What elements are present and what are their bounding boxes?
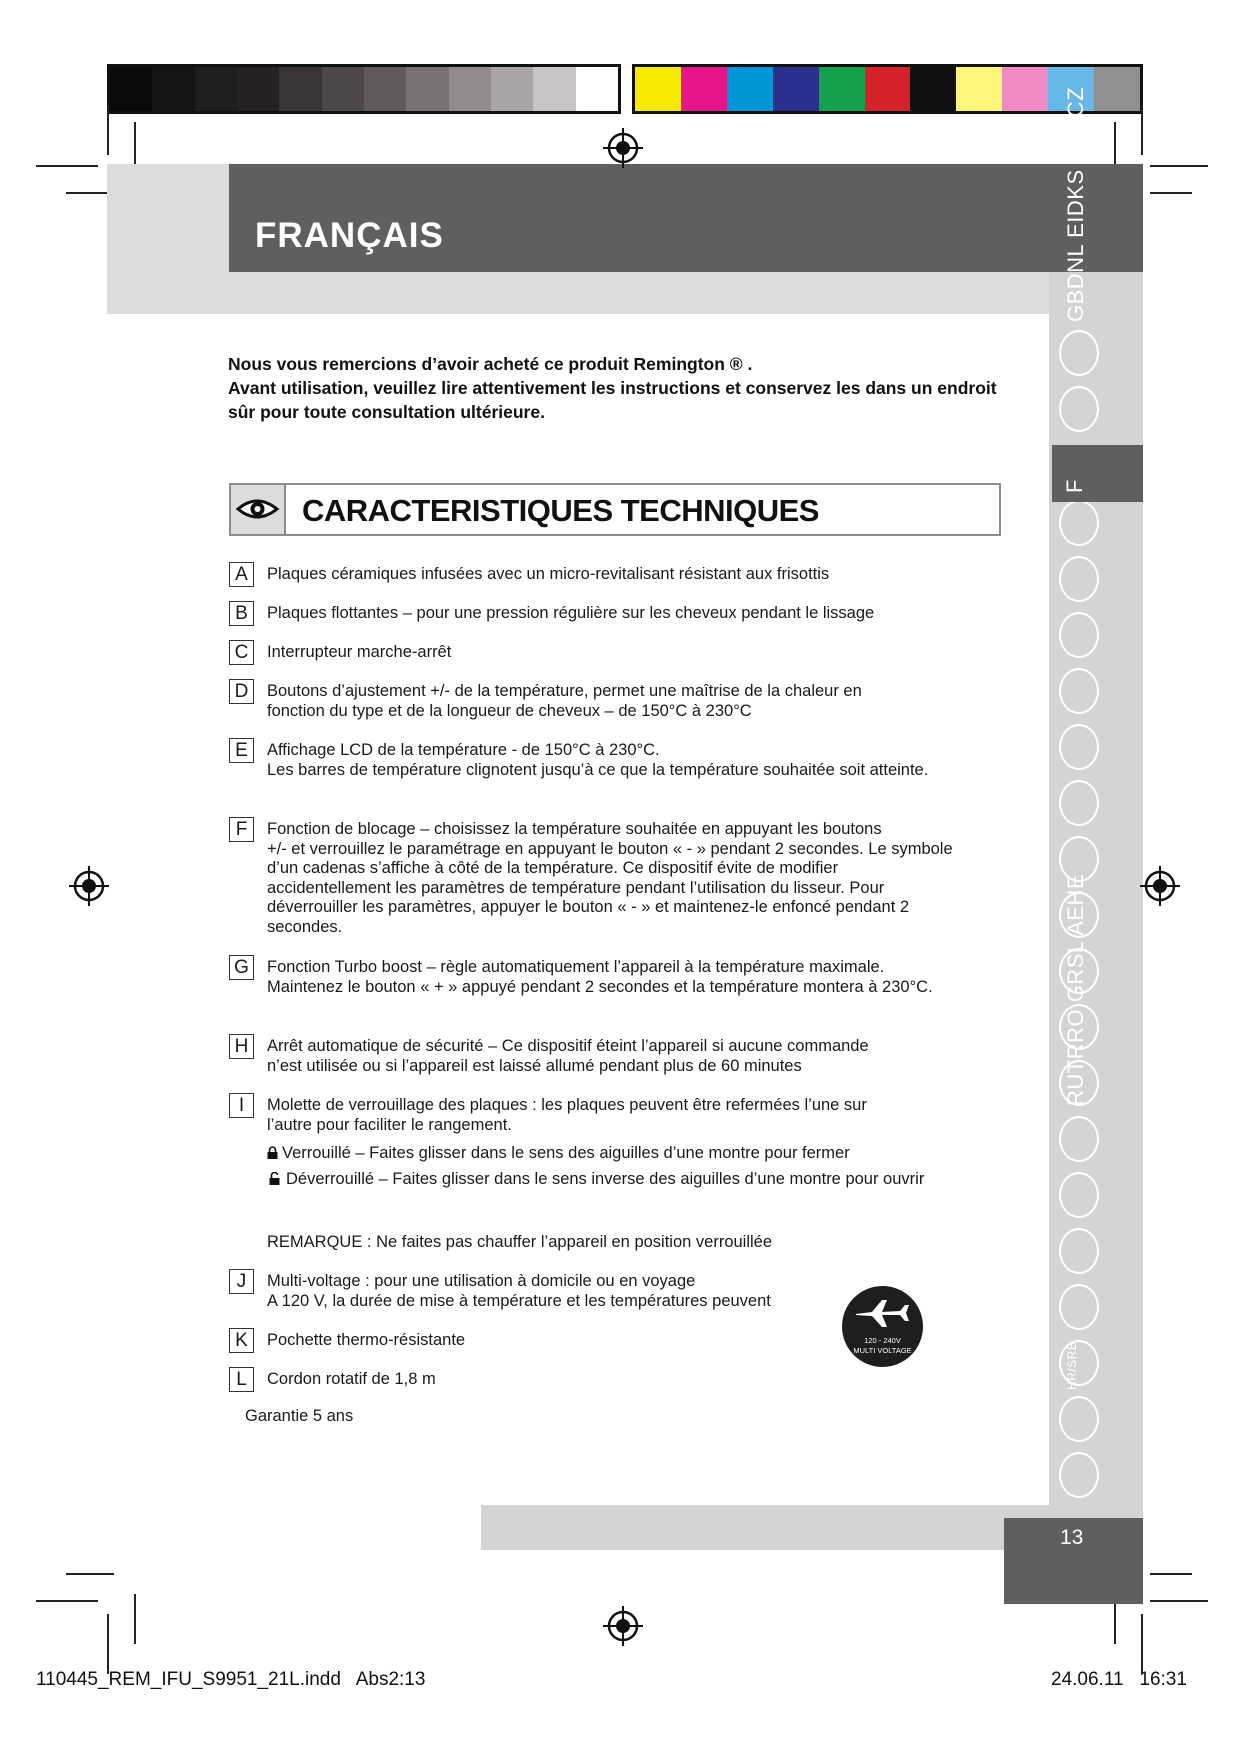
language-tab-circle xyxy=(1059,1284,1099,1330)
spec-item-h xyxy=(229,1037,989,1076)
color-swatch xyxy=(322,67,364,111)
language-tab-active xyxy=(1052,445,1143,502)
item-text-cont: A 120 V, la durée de mise à température et les températures peuvent xyxy=(267,1291,771,1310)
crop-mark xyxy=(36,165,98,167)
remark-line: REMARQUE : Ne faites pas chauffer l’appareil en position verrouillée xyxy=(267,1233,773,1251)
guarantee-text: Garantie 5 ans xyxy=(245,1407,354,1425)
language-tab-circle xyxy=(1059,386,1099,432)
item-text: Plaques flottantes – pour une pression régulière sur les cheveux pendant le lissage xyxy=(267,604,875,622)
language-tab-circle xyxy=(1059,330,1099,376)
locked-line xyxy=(267,1144,957,1164)
crop-mark xyxy=(36,1600,98,1602)
item-letter: I xyxy=(229,1093,254,1118)
item-text: Pochette thermo-résistante xyxy=(267,1331,466,1349)
language-tab-circle xyxy=(1059,500,1099,546)
language-tab-label: F xyxy=(1062,479,1087,493)
language-tab-circle xyxy=(1059,1396,1099,1442)
unlocked-text: Déverrouillé – Faites glisser dans le sens inverse des aiguilles d’une montre pour ouvrir xyxy=(286,1170,925,1188)
language-tab-circle xyxy=(1059,724,1099,770)
language-tab-circle xyxy=(1059,1116,1099,1162)
crop-mark xyxy=(66,1573,114,1575)
color-swatch xyxy=(533,67,575,111)
language-codes-top: GBDNL EIDKS PSKCZ xyxy=(1063,86,1088,322)
intro-line-1: Nous vous remercions d’avoir acheté ce produit Remington ® . xyxy=(228,354,753,374)
lock-closed-icon xyxy=(267,1146,278,1159)
color-swatch xyxy=(727,67,773,111)
language-tab-circle xyxy=(1059,1172,1099,1218)
language-codes-bottom: RUTRRO GRSL AEHE xyxy=(1063,873,1088,1106)
crop-mark xyxy=(1150,1573,1192,1575)
spec-item-f xyxy=(229,820,989,937)
registration-mark-icon xyxy=(603,128,643,168)
page-number-box xyxy=(1004,1518,1143,1604)
color-swatch xyxy=(152,67,194,111)
file-info: 110445_REM_IFU_S9951_21L.indd Abs2:13 xyxy=(36,1669,426,1690)
item-text: Boutons d’ajustement +/- de la température, permet une maîtrise de la chaleur en xyxy=(267,682,862,700)
language-tab-circle xyxy=(1059,1452,1099,1498)
language-tab-circle xyxy=(1059,556,1099,602)
crop-mark xyxy=(1141,105,1143,155)
color-swatch xyxy=(956,67,1002,111)
color-swatch xyxy=(819,67,865,111)
item-text-cont: Maintenez le bouton « + » appuyé pendant 2 secondes et la température montera à 230°C. xyxy=(267,977,933,996)
registration-mark-icon xyxy=(603,1606,643,1646)
color-swatch xyxy=(910,67,956,111)
title-banner xyxy=(229,164,1143,272)
gray-color-strip xyxy=(107,64,621,114)
date-time: 24.06.11 16:31 xyxy=(1051,1669,1187,1690)
item-text: Arrêt automatique de sécurité – Ce dispositif éteint l’appareil si aucune commande xyxy=(267,1037,869,1055)
item-letter: K xyxy=(229,1328,254,1353)
item-text: Fonction Turbo boost – règle automatiquement l’appareil à la température maximale. xyxy=(267,958,885,976)
item-text: Fonction de blocage – choisissez la température souhaitée en appuyant les boutons xyxy=(267,820,882,838)
item-text: Molette de verrouillage des plaques : les plaques peuvent être refermées l’une sur xyxy=(267,1096,867,1114)
airplane-icon xyxy=(842,1288,923,1338)
item-letter: D xyxy=(229,679,254,704)
color-swatch xyxy=(635,67,681,111)
item-text-cont: fonction du type et de la longueur de cheveux – de 150°C à 230°C xyxy=(267,701,752,720)
spec-item-i xyxy=(229,1096,989,1135)
item-text: Cordon rotatif de 1,8 m xyxy=(267,1370,436,1388)
spec-item-c xyxy=(229,643,989,663)
item-text-cont: l’autre pour faciliter le rangement. xyxy=(267,1115,512,1134)
spec-item-l xyxy=(229,1370,989,1390)
spec-item-g xyxy=(229,958,989,997)
item-letter: B xyxy=(229,601,254,626)
language-codes-small: HR/SRB xyxy=(1065,1341,1079,1390)
color-swatch xyxy=(449,67,491,111)
color-swatch xyxy=(1094,67,1140,111)
unlocked-line xyxy=(267,1170,957,1190)
crop-mark xyxy=(1141,1614,1143,1674)
item-text-cont: +/- et verrouillez le paramétrage en appuyant le bouton « - » pendant 2 secondes. Le symbole d’un cadenas s’affiche à côté de la température. Ce dispositif évite de modifier accidentellement les paramètres de température pendant l’utilisation du lisseur. Pour déverrouiller les paramètres, appuyer le bouton « - » et maintenez-le enfoncé pendant 2 secondes. xyxy=(267,839,953,936)
page-number: 13 xyxy=(1060,1526,1084,1549)
crop-mark xyxy=(134,1594,136,1644)
color-swatch xyxy=(1002,67,1048,111)
item-letter: H xyxy=(229,1034,254,1059)
registration-mark-icon xyxy=(69,866,109,906)
color-swatch xyxy=(491,67,533,111)
eye-icon xyxy=(231,485,284,534)
item-text: Affichage LCD de la température - de 150°C à 230°C. xyxy=(267,741,660,759)
page-title: FRANÇAIS xyxy=(255,216,444,255)
section-header xyxy=(229,483,1001,536)
item-letter: F xyxy=(229,817,254,842)
color-swatch xyxy=(237,67,279,111)
item-letter: E xyxy=(229,738,254,763)
spec-item-d xyxy=(229,682,989,721)
item-letter: G xyxy=(229,955,254,980)
crop-mark xyxy=(1150,165,1208,167)
item-text-cont: n’est utilisée ou si l’appareil est laissé allumé pendant plus de 60 minutes xyxy=(267,1056,802,1075)
item-letter: J xyxy=(229,1269,254,1294)
crop-mark xyxy=(1150,192,1192,194)
section-title: CARACTERISTIQUES TECHNIQUES xyxy=(302,493,819,528)
item-text-cont: Les barres de température clignotent jusqu’à ce que la température souhaitée soit atteinte. xyxy=(267,760,929,779)
multi-voltage-badge xyxy=(842,1286,923,1367)
crop-mark xyxy=(1150,1600,1208,1602)
item-letter: A xyxy=(229,562,254,587)
badge-voltage: 120 - 240V xyxy=(864,1336,901,1345)
item-letter: C xyxy=(229,640,254,665)
color-swatch xyxy=(406,67,448,111)
color-swatch xyxy=(773,67,819,111)
item-text: Plaques céramiques infusées avec un micro-revitalisant résistant aux frisottis xyxy=(267,565,830,583)
language-tab-circle xyxy=(1059,1228,1099,1274)
language-tab-circle xyxy=(1059,780,1099,826)
language-tab-circle xyxy=(1059,668,1099,714)
color-swatch xyxy=(279,67,321,111)
section-icon-box xyxy=(231,485,286,534)
spec-item-b xyxy=(229,604,989,624)
item-text: Multi-voltage : pour une utilisation à domicile ou en voyage xyxy=(267,1272,696,1290)
intro-line-2: Avant utilisation, veuillez lire attentivement les instructions et conservez les dans un endroit sûr pour toute consultation ultérieure. xyxy=(228,378,997,422)
crop-mark xyxy=(107,1614,109,1674)
registration-mark-icon xyxy=(1140,866,1180,906)
spec-item-a xyxy=(229,565,989,585)
intro-text xyxy=(228,352,1008,424)
locked-text: Verrouillé – Faites glisser dans le sens des aiguilles d’une montre pour fermer xyxy=(282,1144,850,1162)
badge-label: MULTI VOLTAGE xyxy=(853,1346,912,1355)
color-swatch xyxy=(681,67,727,111)
lock-open-icon xyxy=(269,1172,280,1185)
spec-item-e xyxy=(229,741,989,780)
color-swatch xyxy=(110,67,152,111)
color-swatch xyxy=(576,67,618,111)
item-letter: L xyxy=(229,1367,254,1392)
crop-mark xyxy=(107,105,109,155)
color-swatch xyxy=(865,67,911,111)
color-swatch xyxy=(364,67,406,111)
language-tab-circle xyxy=(1059,612,1099,658)
color-swatch xyxy=(195,67,237,111)
item-text: Interrupteur marche-arrêt xyxy=(267,643,452,661)
